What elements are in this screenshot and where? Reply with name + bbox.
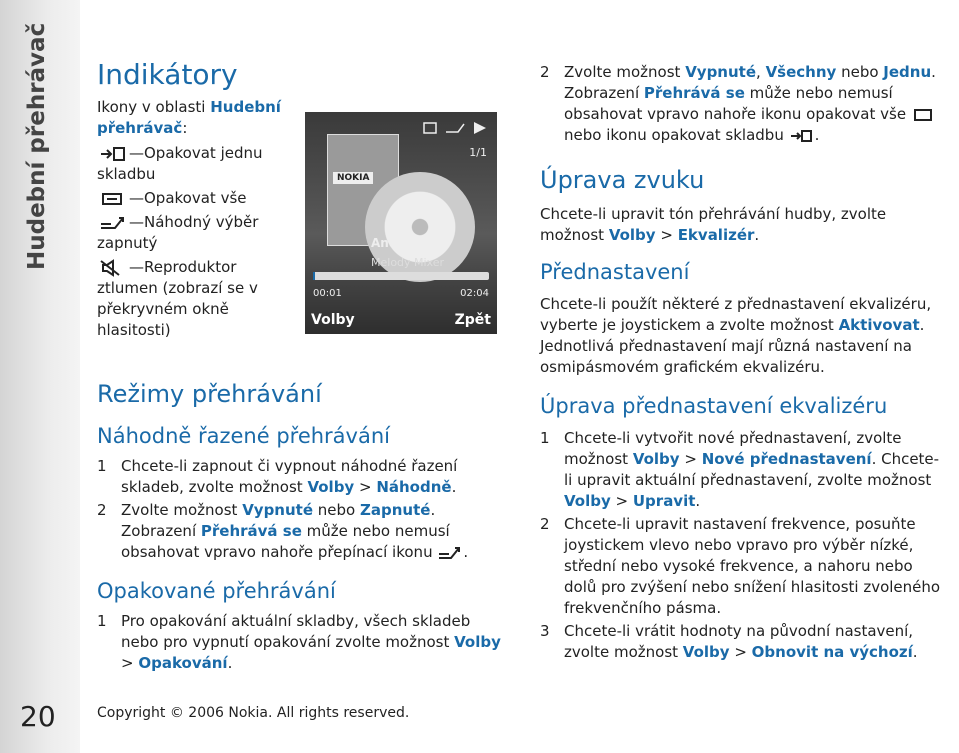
music-player-link: Hudební přehrávač bbox=[97, 98, 281, 137]
left-softkey[interactable]: Volby bbox=[311, 312, 355, 328]
edit-step-1: 1 Chcete-li vytvořit nové přednastavení, zvolte možnost Volby > Nové přednastavení. Chcete-li upravit aktuální přednastavení, zvolte možnost Volby > Upravit. bbox=[540, 429, 940, 510]
speaker-muted-icon bbox=[97, 259, 129, 277]
repeat-step-2: 2 Zvolte možnost Vypnuté, Všechny nebo Jednu. Zobrazení Přehrává se může nebo nemusí obsahovat vpravo nahoře ikonu opakovat vše nebo ikonu opakovat skladbu . bbox=[540, 63, 936, 144]
edit-step-2: 2 Chcete-li upravit nastavení frekvence, posuňte joystickem vlevo nebo vpravo pro výběr nízké, střední nebo vysoké frekvence, a nahoru nebo dolů pro zvýšení nebo snížení hlasitosti zvoleného frekvenčního pásma. bbox=[540, 515, 941, 617]
repeat-all-icon bbox=[97, 190, 129, 208]
shuffle-heading: Náhodně řazené přehrávání bbox=[97, 424, 390, 448]
shuffle-icon bbox=[97, 214, 129, 232]
edit-step-3: 3 Chcete-li vrátit hodnoty na původní nastavení, zvolte možnost Volby > Obnovit na výchozí. bbox=[540, 622, 918, 661]
elapsed-time: 00:01 bbox=[313, 288, 342, 299]
playback-modes-section bbox=[97, 380, 507, 674]
left-column bbox=[97, 58, 297, 341]
repeat-step-1: 1 Pro opakování aktuální skladby, všech skladeb nebo pro vypnutí opakování zvolte možnost Volby > Opakování. bbox=[97, 612, 501, 672]
copyright-footer: Copyright © 2006 Nokia. All rights reserved. bbox=[97, 705, 410, 721]
indicators-heading: Indikátory bbox=[97, 58, 238, 91]
right-column bbox=[540, 62, 945, 663]
repeat-heading: Opakované přehrávání bbox=[97, 579, 336, 603]
indicator-speaker-muted: —Reproduktor ztlumen (zobrazí se v překryvném okně hlasitosti) bbox=[97, 258, 258, 339]
repeat-one-icon bbox=[97, 145, 129, 163]
right-softkey[interactable]: Zpět bbox=[454, 312, 491, 328]
shuffle-step-2: 2 Zvolte možnost Vypnuté nebo Zapnuté. Zobrazení Přehrává se může nebo nemusí obsahovat vpravo nahoře přepínací ikonu . bbox=[97, 501, 469, 561]
sidebar bbox=[0, 0, 80, 753]
sound-text: Chcete-li upravit tón přehrávání hudby, zvolte možnost Volby > Ekvalizér. bbox=[540, 205, 887, 244]
presets-heading: Přednastavení bbox=[540, 260, 690, 284]
nokia-logo: NOKIA bbox=[333, 172, 373, 184]
sound-heading: Úprava zvuku bbox=[540, 166, 705, 194]
shuffle-step-1: 1 Chcete-li zapnout či vypnout náhodné řazení skladeb, zvolte možnost Volby > Náhodně. bbox=[97, 457, 458, 496]
progress-fill bbox=[313, 272, 315, 280]
total-time: 02:04 bbox=[460, 288, 489, 299]
presets-text: Chcete-li použít některé z přednastavení ekvalizéru, vyberte je joystickem a zvolte možnost Aktivovat. Jednotlivá přednastavení mají různá nastavení na osmipásmovém grafickém ekvalizéru. bbox=[540, 295, 932, 376]
player-screenshot bbox=[305, 112, 497, 334]
page-number: 20 bbox=[20, 700, 56, 733]
playback-modes-heading: Režimy přehrávání bbox=[97, 380, 322, 408]
progress-bar[interactable] bbox=[313, 272, 489, 280]
repeat-all-icon bbox=[911, 107, 937, 123]
shuffle-icon bbox=[437, 545, 463, 561]
indicator-repeat-one: —Opakovat jednu skladbu bbox=[97, 144, 263, 183]
chapter-title: Hudební přehrávač bbox=[24, 22, 50, 270]
indicator-shuffle: —Náhodný výběr zapnutý bbox=[97, 213, 259, 252]
artist-name: Andromeda bbox=[371, 236, 449, 250]
indicators-intro: Ikony v oblasti Hudební přehrávač: bbox=[97, 98, 281, 137]
edit-presets-heading: Úprava přednastavení ekvalizéru bbox=[540, 394, 888, 418]
track-name: Melody Mixer bbox=[371, 256, 445, 269]
indicator-repeat-all: —Opakovat vše bbox=[97, 188, 297, 209]
repeat-one-icon bbox=[789, 128, 815, 144]
status-icons bbox=[420, 118, 492, 138]
track-counter: 1/1 bbox=[469, 146, 487, 159]
